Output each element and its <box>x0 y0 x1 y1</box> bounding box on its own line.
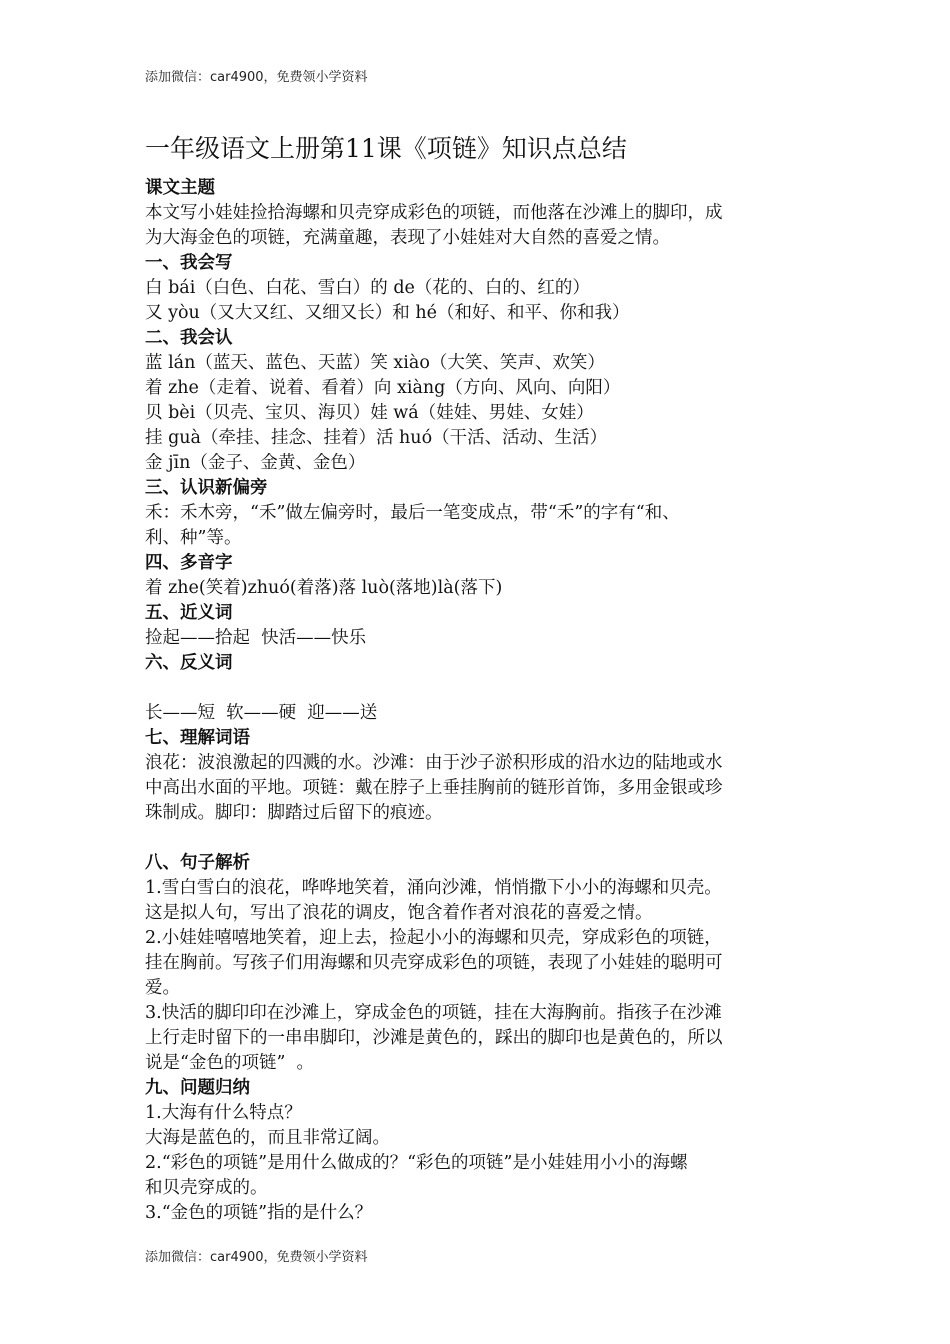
text-line: 长——短 软——硬 迎——送 <box>145 703 378 723</box>
text-line: 珠制成。脚印：脚踏过后留下的痕迹。 <box>145 803 443 823</box>
section-heading: 五、近义词 <box>145 603 233 623</box>
text-line: 又 yòu（又大又红、又细又长）和 hé（和好、和平、你和我） <box>145 303 630 323</box>
text-line: 2.“彩色的项链”是用什么做成的？“彩色的项链”是小娃娃用小小的海螺 <box>145 1153 688 1173</box>
section-heading: 课文主题 <box>145 178 215 198</box>
text-line: 蓝 lán（蓝天、蓝色、天蓝）笑 xiào（大笑、笑声、欢笑） <box>145 353 605 373</box>
text-line: 大海是蓝色的，而且非常辽阔。 <box>145 1128 390 1148</box>
section-heading: 二、我会认 <box>145 328 233 348</box>
text-line: 贝 bèi（贝壳、宝贝、海贝）娃 wá（娃娃、男娃、女娃） <box>145 403 594 423</box>
text-line: 中高出水面的平地。项链：戴在脖子上垂挂胸前的链形首饰，多用金银或珍 <box>145 778 723 798</box>
document-title: 一年级语文上册第11课《项链》知识点总结 <box>145 134 627 163</box>
text-line: 和贝壳穿成的。 <box>145 1178 268 1198</box>
text-line: 本文写小娃娃捡拾海螺和贝壳穿成彩色的项链，而他落在沙滩上的脚印，成 <box>145 203 723 223</box>
page-footer-watermark: 添加微信：car4900，免费领小学资料 <box>145 1250 368 1265</box>
text-line: 这是拟人句，写出了浪花的调皮，饱含着作者对浪花的喜爱之情。 <box>145 903 653 923</box>
text-line: 着 zhe(笑着)zhuó(着落)落 luò(落地)là(落下) <box>145 578 503 598</box>
text-line: 3.“金色的项链”指的是什么？ <box>145 1203 373 1223</box>
section-heading: 九、问题归纳 <box>145 1078 250 1098</box>
section-heading: 七、理解词语 <box>145 728 250 748</box>
text-line: 上行走时留下的一串串脚印，沙滩是黄色的，踩出的脚印也是黄色的，所以 <box>145 1028 723 1048</box>
text-line: 捡起——拾起 快活——快乐 <box>145 628 367 648</box>
text-line: 白 bái（白色、白花、雪白）的 de（花的、白的、红的） <box>145 278 590 298</box>
text-line: 禾：禾木旁，“禾”做左偏旁时，最后一笔变成点，带“禾”的字有“和、 <box>145 503 680 523</box>
section-heading: 一、我会写 <box>145 253 233 273</box>
section-heading: 八、句子解析 <box>145 853 250 873</box>
section-heading: 三、认识新偏旁 <box>145 478 268 498</box>
text-line: 2.小娃娃嘻嘻地笑着，迎上去，捡起小小的海螺和贝壳，穿成彩色的项链， <box>145 928 722 948</box>
text-line: 挂 guà（牵挂、挂念、挂着）活 huó（干活、活动、生活） <box>145 428 608 448</box>
page-header-watermark: 添加微信：car4900，免费领小学资料 <box>145 70 368 85</box>
section-heading: 六、反义词 <box>145 653 233 673</box>
text-line: 挂在胸前。写孩子们用海螺和贝壳穿成彩色的项链，表现了小娃娃的聪明可 <box>145 953 723 973</box>
document-body <box>145 130 810 1226</box>
text-line: 1.大海有什么特点？ <box>145 1103 302 1123</box>
blank-line <box>145 676 810 701</box>
text-line: 3.快活的脚印印在沙滩上，穿成金色的项链，挂在大海胸前。指孩子在沙滩 <box>145 1003 722 1023</box>
text-line: 利、种”等。 <box>145 528 242 548</box>
text-lines <box>145 176 810 1226</box>
text-line: 金 jīn（金子、金黄、金色） <box>145 453 366 473</box>
text-line: 浪花：波浪激起的四溅的水。沙滩：由于沙子淤积形成的沿水边的陆地或水 <box>145 753 723 773</box>
text-line: 1.雪白雪白的浪花，哗哗地笑着，涌向沙滩，悄悄撒下小小的海螺和贝壳。 <box>145 878 722 898</box>
text-line: 说是“金色的项链” 。 <box>145 1053 315 1073</box>
blank-line <box>145 826 810 851</box>
text-line: 着 zhe（走着、说着、看着）向 xiàng（方向、风向、向阳） <box>145 378 621 398</box>
text-line: 爱。 <box>145 978 180 998</box>
text-line: 为大海金色的项链，充满童趣，表现了小娃娃对大自然的喜爱之情。 <box>145 228 670 248</box>
section-heading: 四、多音字 <box>145 553 233 573</box>
